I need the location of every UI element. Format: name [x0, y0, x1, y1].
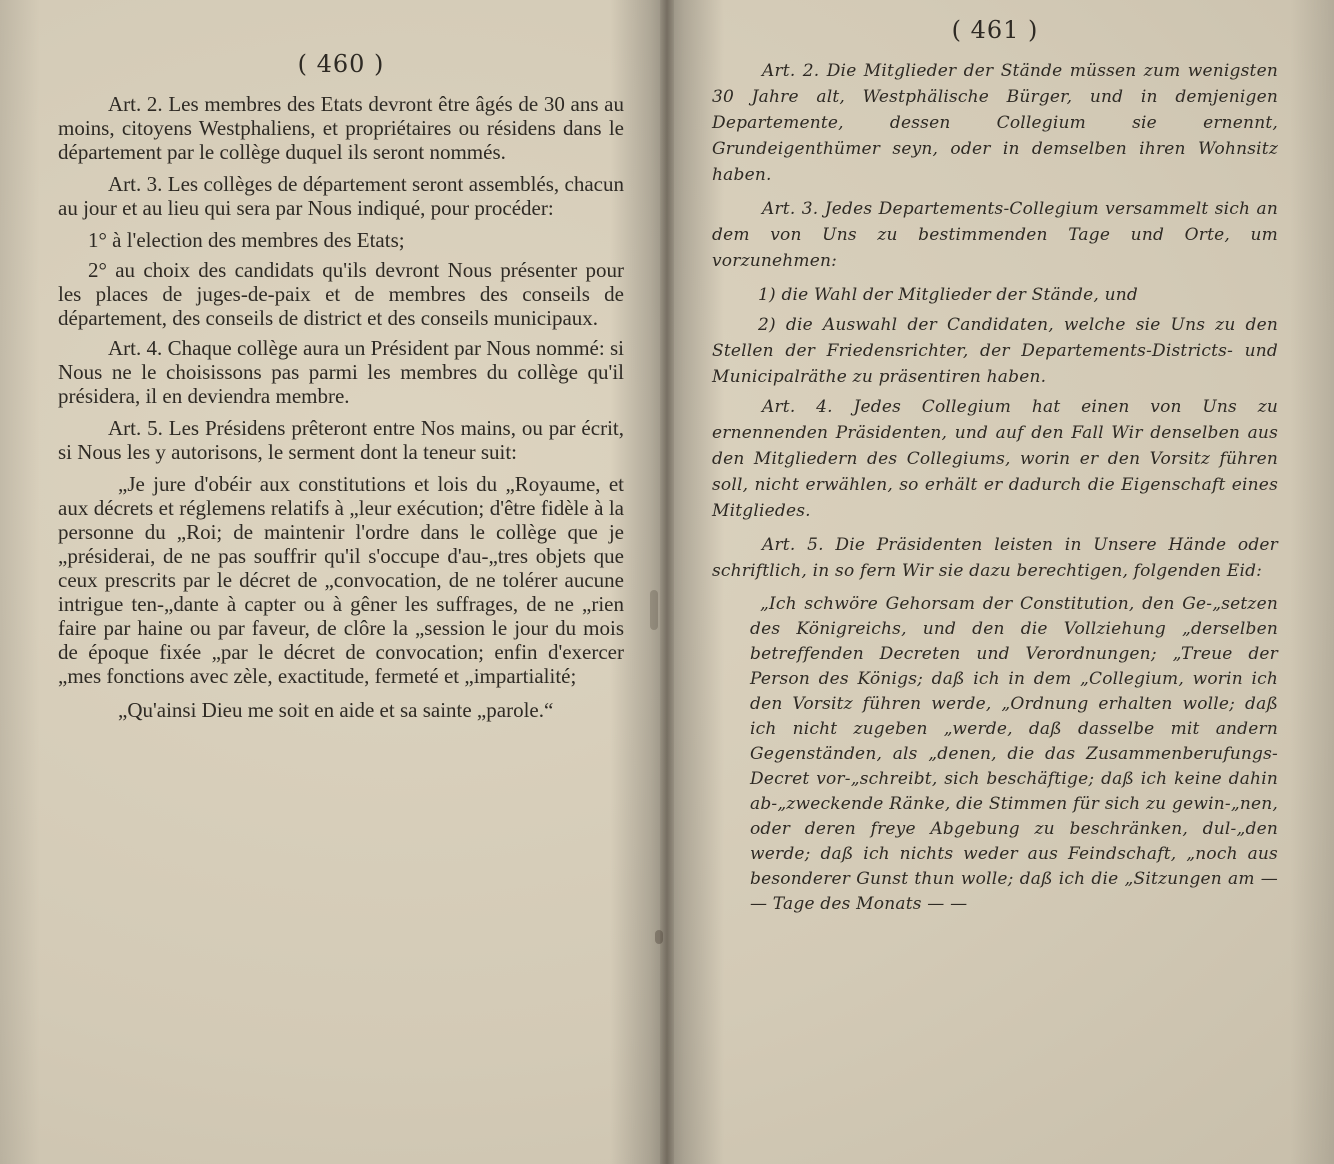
page-number: ( 460 ) [297, 50, 385, 78]
article-2-de: Art. 2. Die Mitglieder der Stände müssen zum wenigsten 30 Jahre alt, Westphälische Bürger, und in demjenigen Departemente, dessen Collegium sie ernennt, Grundeigenthümer seyn, oder in demselben ihren Wohnsitz haben. [712, 61, 1278, 185]
article-3-item-1-fr: 1° à l'election des membres des Etats; [88, 228, 405, 252]
article-3-item-1-de: 1) die Wahl der Mitglieder der Stände, und [758, 285, 1138, 305]
right-page-text [712, 58, 1278, 917]
paper-mark [650, 590, 658, 630]
paper-mark [655, 930, 663, 944]
article-4-fr: Art. 4. Chaque collège aura un Président par Nous nommé: si Nous ne le choisissons pas parmi les membres du collège qu'il présidera, il en deviendra membre. [58, 336, 624, 408]
oath-closing-fr: „Qu'ainsi Dieu me soit en aide et sa sainte „parole.“ [118, 698, 554, 722]
page-number: ( 461 ) [951, 16, 1039, 44]
left-page-text [58, 92, 624, 732]
article-5-fr: Art. 5. Les Présidens prêteront entre Nos mains, ou par écrit, si Nous les y autorisons, le serment dont la teneur suit: [58, 416, 624, 464]
article-4-de: Art. 4. Jedes Collegium hat einen von Uns zu ernennenden Präsidenten, und auf den Fall Wir denselben aus den Mitgliedern des Collegiums, worin er den Vorsitz führen soll, nicht erwählen, so erhält er dadurch die Eigenschaft eines Mitgliedes. [712, 397, 1278, 521]
article-2-fr: Art. 2. Les membres des Etats devront être âgés de 30 ans au moins, citoyens Westphaliens, et propriétaires ou résidens dans le département par le collège duquel ils seront nommés. [58, 92, 624, 164]
article-3-de: Art. 3. Jedes Departements-Collegium versammelt sich an dem von Uns zu bestimmenden Tage und Orte, um vorzunehmen: [712, 199, 1278, 271]
oath-text-fr: „Je jure d'obéir aux constitutions et lois du „Royaume, et aux décrets et réglemens relatifs à „leur exécution; d'être fidèle à la personne du „Roi; de maintenir l'ordre dans le collège que je „présiderai, de ne pas souffrir qu'il s'occupe d'au-„tres objets que ceux prescrits par le décret de „convocation, de ne tolérer aucune intrigue ten-„dante à capter ou à gêner les suffrages, de ne „rien faire par haine ou par faveur, de clôre la „session le jour du mois de époque fixée „par le décret de convocation; enfin d'exercer „mes fonctions avec zèle, exactitude, fermeté et „impartialité; [58, 472, 624, 688]
oath-text-de: „Ich schwöre Gehorsam der Constitution, den Ge-„setzen des Königreichs, und den die Vollziehung „derselben betreffenden Decreten und Verordnungen; „Treue der Person des Königs; daß ich in dem „Collegium, worin ich den Vorsitz führen werde, „Ordnung erhalten wolle; daß ich nicht zugeben „werde, daß dasselbe mit andern Gegenständen, als „denen, die das Zusammenberufungs-Decret vor-„schreibt, sich beschäftige; daß ich keine dahin ab-„zweckende Ränke, die Stimmen für sich zu gewin-„nen, oder deren freye Abgebung zu beschränken, dul-„den werde; daß ich nichts weder aus Feindschaft, „noch aus besonderer Gunst thun wolle; daß ich die „Sitzungen am — — Tage des Monats — — [750, 594, 1278, 914]
article-3-item-2-de: 2) die Auswahl der Candidaten, welche sie Uns zu den Stellen der Friedensrichter, der Departements-Districts- und Municipalräthe zu präsentiren haben. [712, 315, 1278, 387]
book-gutter [660, 0, 674, 1164]
article-3-item-2-fr: 2° au choix des candidats qu'ils devront Nous présenter pour les places de juges-de-paix et de membres des conseils de département, des conseils de district et des conseils municipaux. [58, 258, 624, 330]
article-3-fr: Art. 3. Les collèges de département seront assemblés, chacun au jour et au lieu qui sera par Nous indiqué, pour procéder: [58, 172, 624, 220]
article-5-de: Art. 5. Die Präsidenten leisten in Unsere Hände oder schriftlich, in so fern Wir sie dazu berechtigen, folgenden Eid: [712, 535, 1278, 581]
